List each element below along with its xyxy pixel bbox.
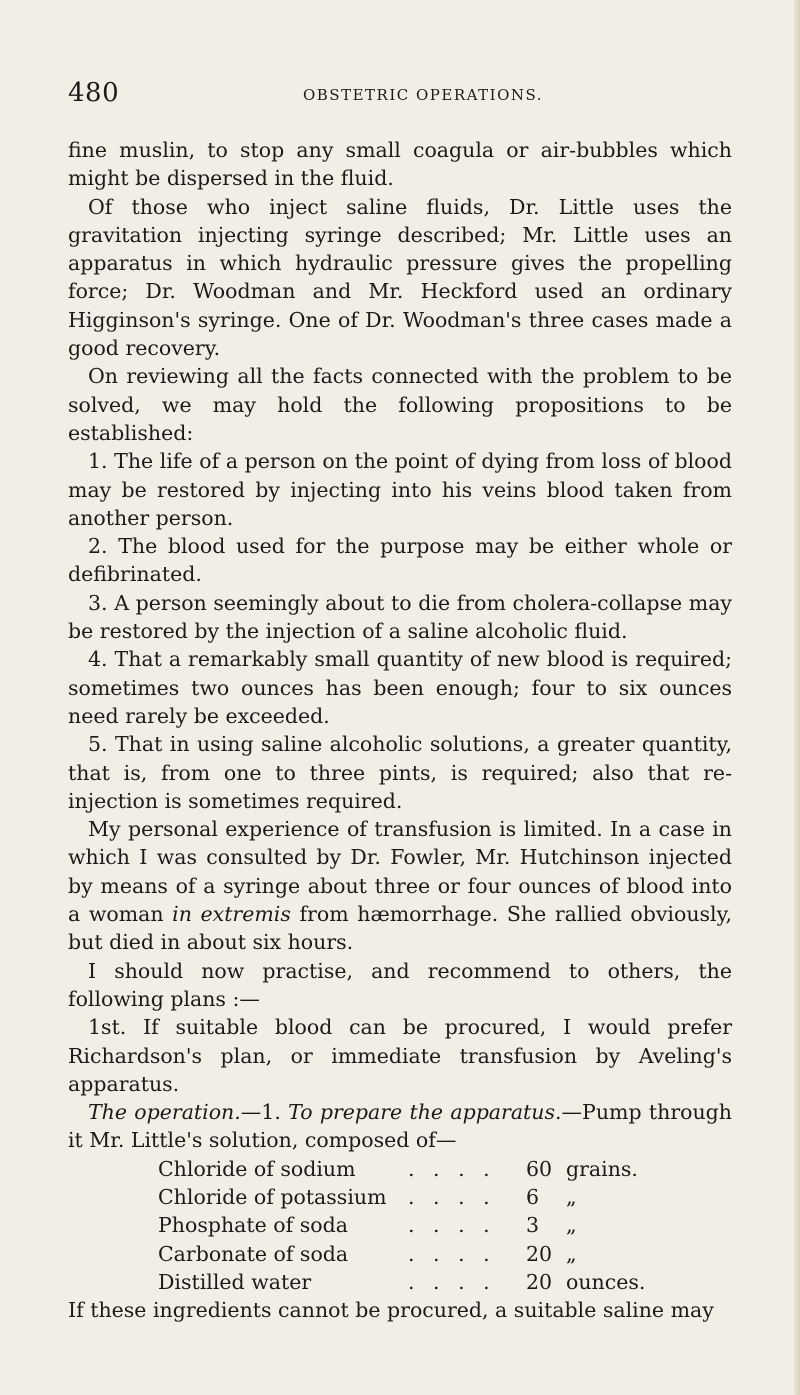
recipe-unit: „ <box>566 1184 577 1209</box>
proposition-3: 3. A person seemingly about to die from cholera-collapse may be restored by the injection of a saline alcoholic fluid. <box>68 590 732 644</box>
recipe-item: Phosphate of soda <box>158 1213 348 1238</box>
body-text <box>68 136 732 1324</box>
paragraph-saline-fluids: Of those who inject saline fluids, Dr. Little uses the gravitation injecting syringe described; Mr. Little uses an apparatus in which hydraulic pressure gives the propelling force; Dr. Woodman and Mr. Heckford used an ordinary Higginson's syringe. One of Dr. Woodman's three cases made a good recovery. <box>68 194 732 361</box>
recipe-row <box>158 1155 732 1183</box>
leader-dots: . . . . <box>408 1213 496 1238</box>
recipe-item: Carbonate of soda <box>158 1241 349 1266</box>
leader-dots: . . . . <box>408 1184 496 1209</box>
experience-italic: in extremis <box>172 902 291 927</box>
experience-text-before: My personal experience of transfusion is limited. In a case in which I was consulted by Dr. Fowler, Mr. Hutchinson injected by means of a syringe about three or four ounces of blood into a woman <box>68 817 732 927</box>
paragraph-recommend: I should now practise, and recommend to others, the following plans :— <box>68 958 732 1011</box>
recipe-row <box>158 1268 732 1296</box>
operation-text: —Pump through it Mr. Little's solution, composed of— <box>68 1100 733 1153</box>
leader-dots: . . . . <box>408 1156 496 1181</box>
recipe-unit: grains. <box>566 1156 638 1181</box>
recipe-item: Chloride of sodium <box>158 1156 356 1181</box>
paragraph-operation <box>68 1098 732 1155</box>
paragraph-propositions-intro: On reviewing all the facts connected with the problem to be solved, we may hold the following propositions to be established: <box>68 364 732 445</box>
page-edge <box>794 0 800 1395</box>
proposition-4: 4. That a remarkably small quantity of new blood is required; sometimes two ounces has been enough; four to six ounces need rarely be exceeded. <box>68 647 732 728</box>
recipe-table <box>68 1155 732 1296</box>
recipe-item: Distilled water <box>158 1269 312 1294</box>
paragraph-first-plan: 1st. If suitable blood can be procured, I would prefer Richardson's plan, or immediate transfusion by Aveling's apparatus. <box>68 1015 732 1096</box>
paragraph-continuation: fine muslin, to stop any small coagula or air-bubbles which might be dispersed in the fluid. <box>68 138 732 191</box>
proposition-1: 1. The life of a person on the point of dying from loss of blood may be restored by injecting into his veins blood taken from another person. <box>68 449 732 530</box>
recipe-quantity: 6 <box>526 1184 540 1209</box>
recipe-quantity: 3 <box>526 1213 540 1238</box>
leader-dots: . . . . <box>408 1269 496 1294</box>
proposition-5: 5. That in using saline alcoholic solutions, a greater quantity, that is, from one to three pints, is required; also that re-injection is sometimes required. <box>68 732 732 813</box>
operation-sublabel: To prepare the apparatus. <box>288 1100 562 1125</box>
paragraph-closing: If these ingredients cannot be procured, a suitable saline may <box>68 1298 714 1323</box>
experience-text-after: from hæmorrhage. She rallied obviously, but died in about six hours. <box>68 902 732 955</box>
recipe-row <box>158 1211 732 1239</box>
recipe-item: Chloride of potassium <box>158 1184 387 1209</box>
page-number: 480 <box>68 78 120 108</box>
recipe-row <box>158 1240 732 1268</box>
page-header <box>68 78 718 118</box>
recipe-unit: ounces. <box>566 1269 646 1294</box>
running-title: OBSTETRIC OPERATIONS. <box>302 86 544 104</box>
recipe-unit: „ <box>566 1241 577 1266</box>
recipe-unit: „ <box>566 1213 577 1238</box>
recipe-quantity: 20 <box>526 1241 553 1266</box>
paragraph-personal-experience <box>68 815 732 956</box>
leader-dots: . . . . <box>408 1241 496 1266</box>
recipe-quantity: 20 <box>526 1269 553 1294</box>
recipe-row <box>158 1183 732 1211</box>
operation-label: The operation. <box>88 1100 241 1125</box>
operation-dash: —1. <box>240 1100 289 1125</box>
proposition-2: 2. The blood used for the purpose may be either whole or defibrinated. <box>68 534 732 587</box>
recipe-quantity: 60 <box>526 1156 553 1181</box>
